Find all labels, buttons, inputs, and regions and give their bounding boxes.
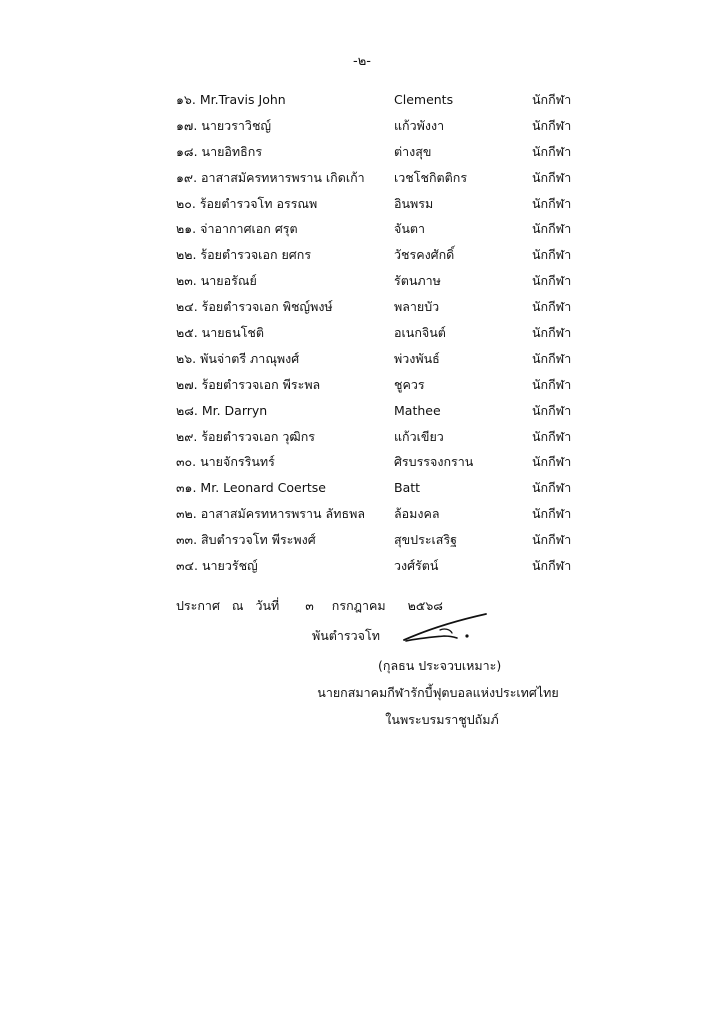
roster-row (0, 403, 724, 429)
roster-row (0, 196, 724, 222)
athlete-name: ๒๒. ร้อยตำรวจเอก ยศกร (176, 247, 312, 263)
announcement-month: กรกฎาคม (331, 598, 386, 613)
roster-row (0, 480, 724, 506)
athlete-surname: พลายบัว (394, 299, 440, 315)
athlete-role: นักกีฬา (532, 480, 572, 496)
athlete-role: นักกีฬา (532, 221, 572, 237)
athlete-surname: สุขประเสริฐ (394, 532, 458, 548)
roster-row (0, 377, 724, 403)
athlete-surname: พ่วงพันธ์ (394, 350, 440, 366)
roster-row (0, 429, 724, 455)
athlete-name: ๒๐. ร้อยตำรวจโท อรรณพ (176, 195, 318, 211)
athlete-role: นักกีฬา (532, 506, 572, 522)
roster-row (0, 247, 724, 273)
athlete-surname: รัตนภาษ (394, 273, 441, 289)
athlete-surname: อินพรม (394, 195, 434, 211)
signatory-full-name: (กุลธน ประจวบเหมาะ) (378, 658, 502, 673)
roster-row (0, 506, 724, 532)
athlete-name: ๒๕. นายธนโชติ (176, 325, 265, 341)
athlete-name: ๑๗. นายวราวิชญ์ (176, 117, 272, 133)
roster-row (0, 92, 724, 118)
roster-row (0, 299, 724, 325)
athlete-surname: ต่างสุข (394, 143, 432, 159)
handwritten-signature (400, 610, 490, 650)
roster-row (0, 170, 724, 196)
athlete-surname: เวชโชกิตติกร (394, 169, 468, 185)
athlete-role: นักกีฬา (532, 402, 572, 418)
athlete-name: ๑๙. อาสาสมัครทหารพราน เกิดเก้า (176, 169, 365, 185)
athlete-surname: ล้อมงคล (394, 506, 440, 522)
athlete-surname: อเนกจินต์ (394, 325, 446, 341)
athlete-name: ๒๙. ร้อยตำรวจเอก วุฒิกร (176, 428, 315, 444)
roster-row (0, 221, 724, 247)
athlete-role: นักกีฬา (532, 143, 572, 159)
athlete-role: นักกีฬา (532, 350, 572, 366)
athlete-name: ๒๖. พันจ่าตรี ภาณุพงศ์ (176, 350, 300, 366)
athlete-name: ๒๔. ร้อยตำรวจเอก พิชญ์พงษ์ (176, 299, 333, 315)
signatory-title: นายกสมาคมกีฬารักบี้ฟุตบอลแห่งประเทศไทย (317, 685, 559, 700)
roster-row (0, 325, 724, 351)
athlete-name: ๒๑. จ่าอากาศเอก ศรุต (176, 221, 298, 237)
announcement-at: ณ (231, 598, 244, 613)
athlete-surname: จันตา (394, 221, 426, 237)
announcement-day-label: วันที่ (255, 598, 280, 613)
athlete-name: ๓๒. อาสาสมัครทหารพราน ลัทธพล (176, 506, 365, 522)
athlete-role: นักกีฬา (532, 92, 572, 107)
athlete-name: ๒๘. Mr. Darryn (176, 402, 268, 418)
athlete-role: นักกีฬา (532, 428, 572, 444)
announcement-day: ๓ (305, 598, 314, 613)
athlete-role: นักกีฬา (532, 117, 572, 133)
roster-row (0, 454, 724, 480)
athlete-role: นักกีฬา (532, 299, 572, 315)
athlete-name: ๓๑. Mr. Leonard Coertse (176, 480, 326, 496)
roster-row (0, 558, 724, 584)
athlete-surname: แก้วเขียว (394, 428, 444, 444)
athlete-role: นักกีฬา (532, 376, 572, 392)
athlete-name: ๒๓. นายอรัณย์ (176, 273, 257, 289)
roster-row (0, 532, 724, 558)
roster-row (0, 118, 724, 144)
roster-row (0, 351, 724, 377)
athlete-surname: วงศ์รัตน์ (394, 558, 439, 574)
athlete-role: นักกีฬา (532, 558, 572, 574)
announcement-year: ๒๕๖๘ (407, 598, 443, 613)
athlete-role: นักกีฬา (532, 325, 572, 341)
athlete-surname: ชูควร (394, 376, 425, 392)
athlete-name: ๓๓. สิบตำรวจโท พีระพงศ์ (176, 532, 316, 548)
athlete-surname: ศิรบรรจงกราน (394, 454, 474, 470)
signatory-patronage: ในพระบรมราชูปถัมภ์ (385, 712, 499, 727)
athlete-surname: Mathee (394, 402, 441, 418)
roster-row (0, 273, 724, 299)
athlete-surname: แก้วพังงา (394, 117, 445, 133)
athlete-name: ๒๗. ร้อยตำรวจเอก พีระพล (176, 376, 321, 392)
athlete-role: นักกีฬา (532, 169, 572, 185)
athlete-role: นักกีฬา (532, 532, 572, 548)
athlete-role: นักกีฬา (532, 454, 572, 470)
page-number: -๒- (353, 54, 371, 69)
athlete-name: ๑๖. Mr.Travis John (176, 92, 286, 107)
roster-row (0, 144, 724, 170)
athlete-surname: วัชรคงศักดิ์ (394, 247, 455, 263)
athlete-name: ๓๐. นายจักรรินทร์ (176, 454, 275, 470)
athlete-role: นักกีฬา (532, 247, 572, 263)
signatory-rank: พันตำรวจโท (312, 628, 380, 643)
athlete-role: นักกีฬา (532, 273, 572, 289)
announcement-prefix: ประกาศ (176, 598, 220, 613)
athlete-surname: Batt (394, 480, 421, 496)
athlete-surname: Clements (394, 92, 454, 107)
athlete-name: ๓๔. นายวรัชญ์ (176, 558, 258, 574)
athlete-name: ๑๘. นายอิทธิกร (176, 143, 263, 159)
athlete-roster (0, 92, 724, 584)
athlete-role: นักกีฬา (532, 195, 572, 211)
